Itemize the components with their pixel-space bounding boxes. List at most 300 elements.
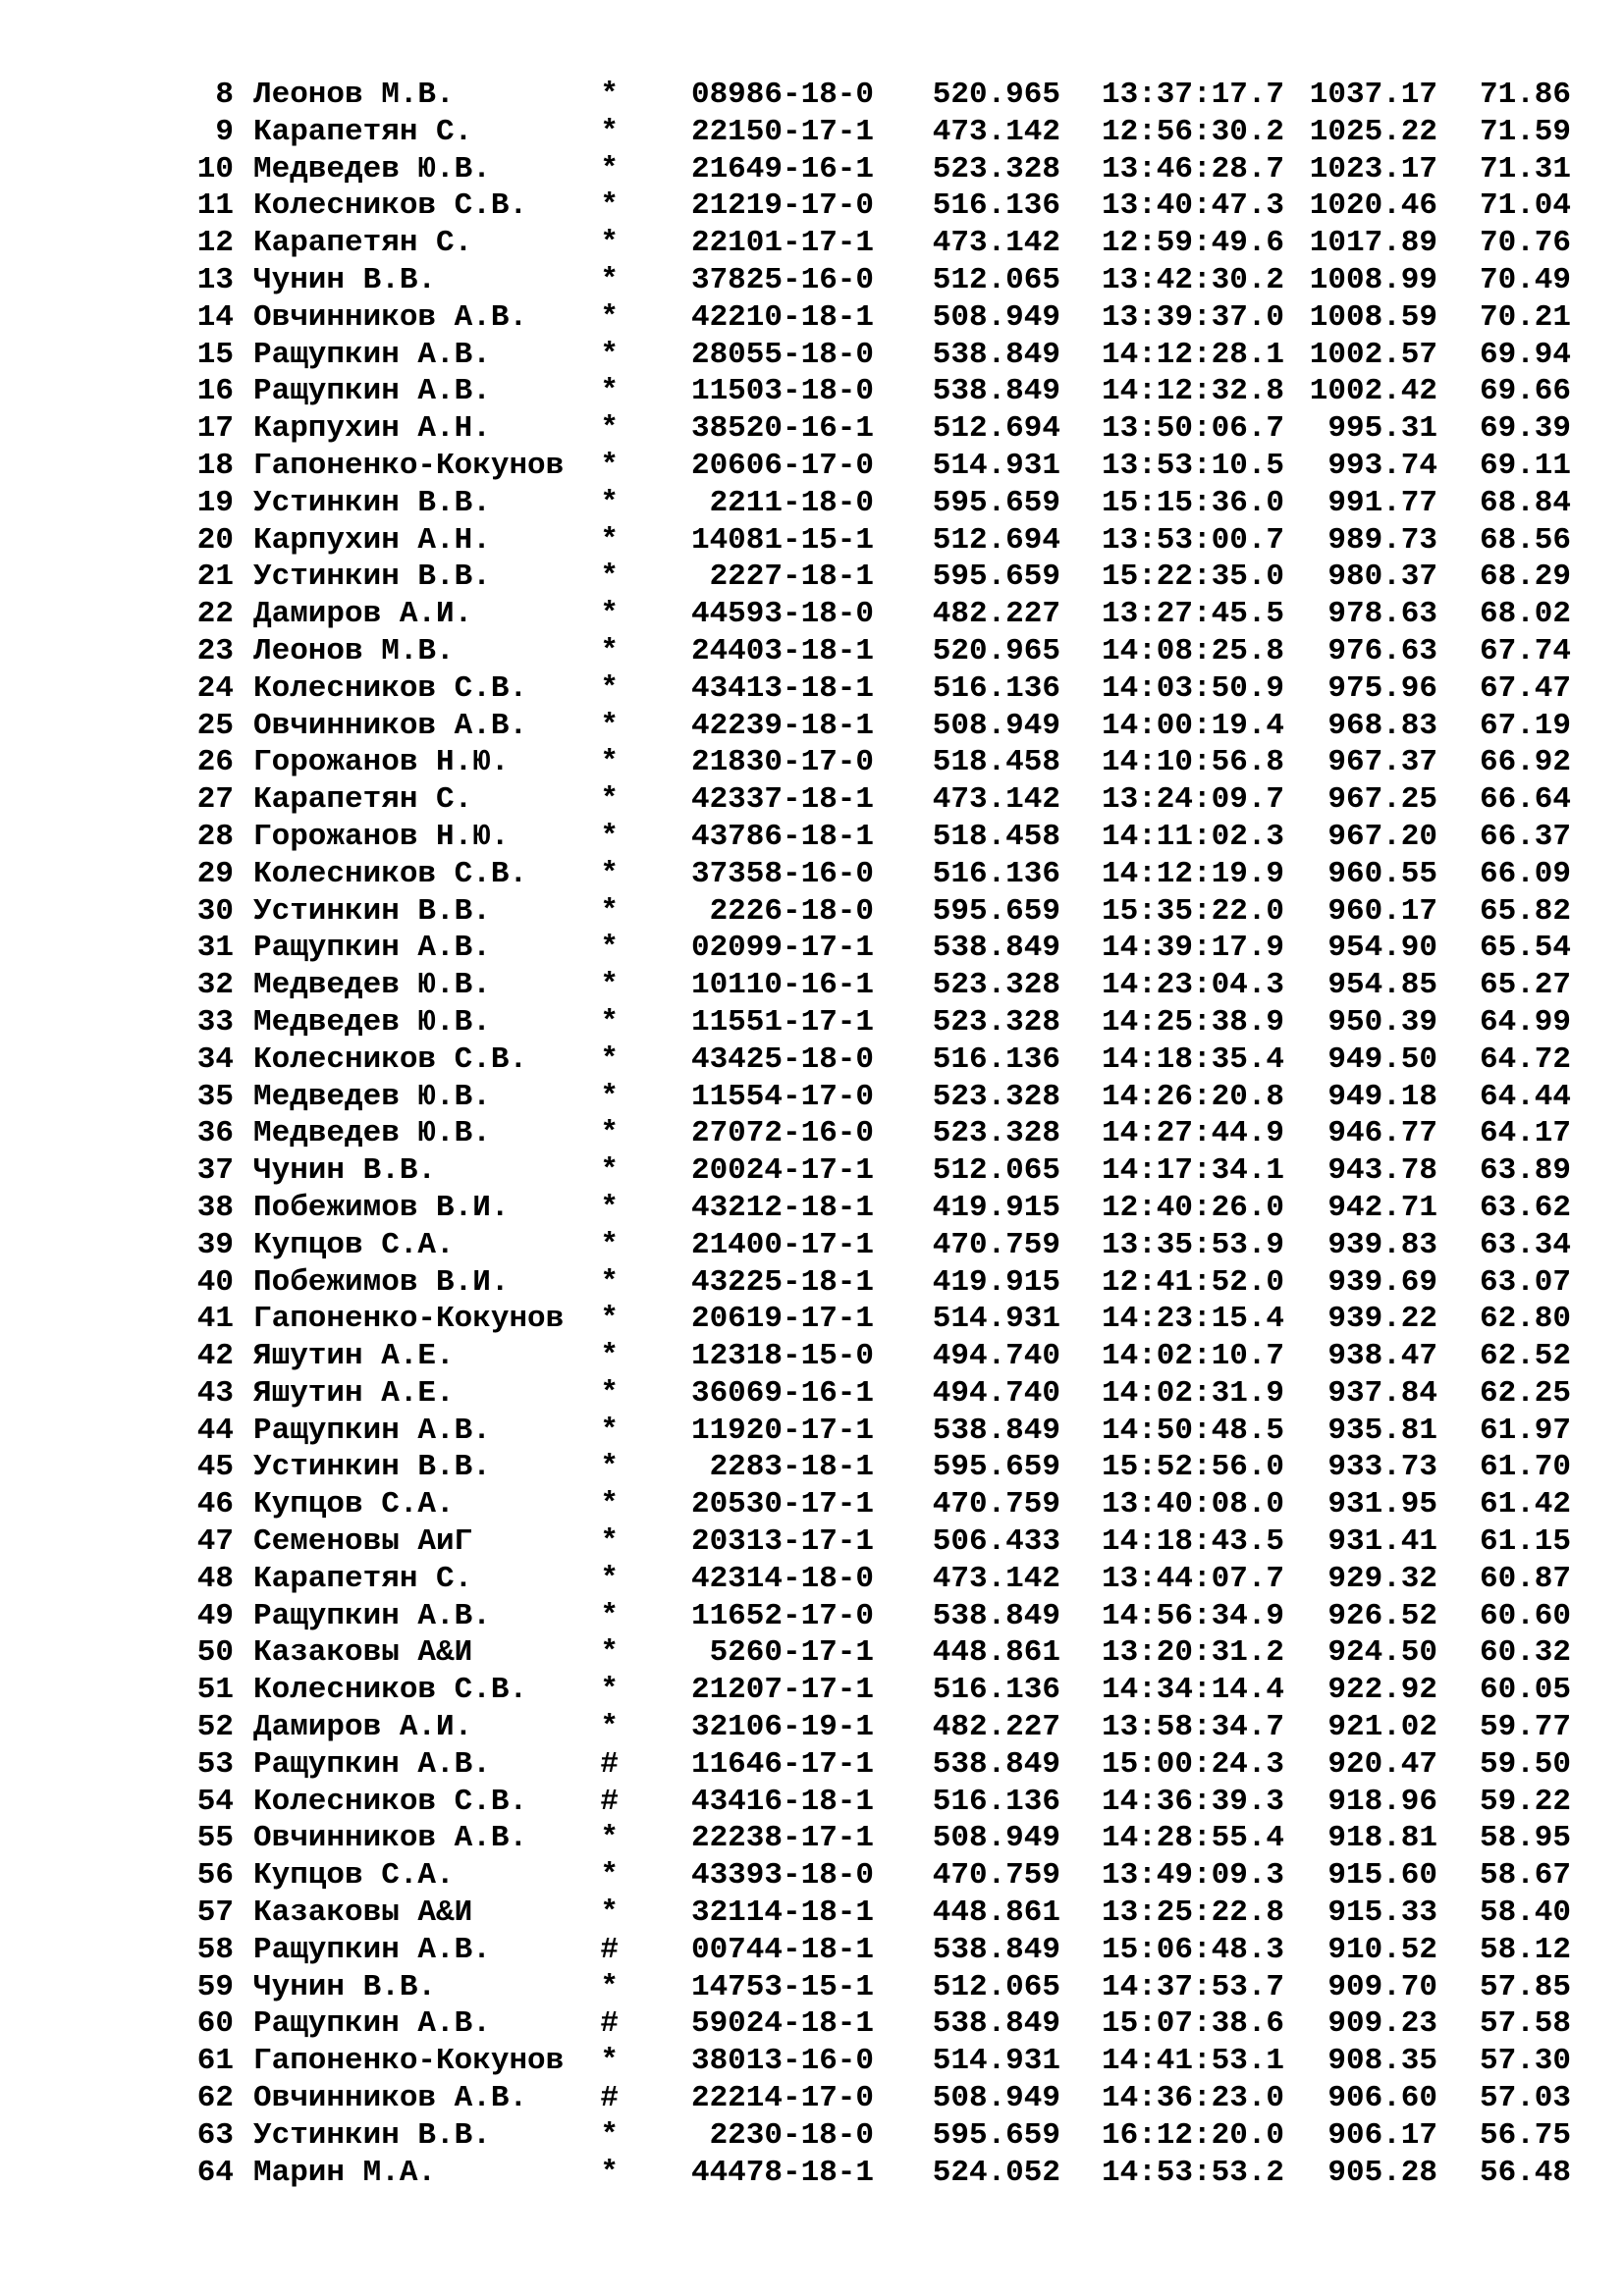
points-value: 59.22 bbox=[1479, 1784, 1571, 1819]
fancier-name: Карапетян С. bbox=[253, 1561, 473, 1596]
fancier-name: Гапоненко-Кокунов bbox=[253, 448, 565, 483]
distance-value: 538.849 bbox=[932, 1932, 1060, 1967]
distance-value: 494.740 bbox=[932, 1375, 1060, 1411]
speed-value: 918.81 bbox=[1327, 1821, 1437, 1856]
table-row bbox=[0, 410, 1624, 448]
points-value: 63.89 bbox=[1479, 1153, 1571, 1189]
fancier-name: Марин М.А. bbox=[253, 2155, 437, 2190]
speed-value: 1023.17 bbox=[1309, 151, 1437, 187]
points-value: 71.31 bbox=[1479, 151, 1571, 187]
table-row bbox=[0, 1561, 1624, 1598]
arrival-time: 14:02:31.9 bbox=[1101, 1375, 1284, 1411]
ring-number: 22150-17-1 bbox=[690, 114, 874, 149]
mark-symbol: * bbox=[600, 1339, 619, 1374]
mark-symbol: * bbox=[600, 1598, 619, 1633]
arrival-time: 14:50:48.5 bbox=[1101, 1413, 1284, 1448]
mark-symbol: * bbox=[600, 1487, 619, 1522]
rank-cell: 46 bbox=[196, 1487, 234, 1522]
points-value: 66.09 bbox=[1479, 856, 1571, 891]
speed-value: 960.17 bbox=[1327, 893, 1437, 929]
points-value: 61.15 bbox=[1479, 1524, 1571, 1560]
fancier-name: Устинкин В.В. bbox=[253, 485, 491, 520]
points-value: 57.85 bbox=[1479, 1969, 1571, 2004]
mark-symbol: * bbox=[600, 2155, 619, 2190]
points-value: 65.82 bbox=[1479, 893, 1571, 929]
distance-value: 470.759 bbox=[932, 1487, 1060, 1522]
distance-value: 538.849 bbox=[932, 1413, 1060, 1448]
table-row bbox=[0, 819, 1624, 856]
table-row bbox=[0, 77, 1624, 114]
distance-value: 595.659 bbox=[932, 560, 1060, 595]
table-row bbox=[0, 1895, 1624, 1932]
arrival-time: 14:03:50.9 bbox=[1101, 670, 1284, 706]
arrival-time: 13:50:06.7 bbox=[1101, 411, 1284, 447]
mark-symbol: * bbox=[600, 1190, 619, 1225]
rank-cell: 19 bbox=[196, 485, 234, 520]
ring-number: 59024-18-1 bbox=[690, 2006, 874, 2042]
table-row bbox=[0, 781, 1624, 819]
rank-cell: 60 bbox=[196, 2006, 234, 2042]
table-row bbox=[0, 1598, 1624, 1635]
fancier-name: Чунин В.В. bbox=[253, 1969, 437, 2004]
rank-cell: 48 bbox=[196, 1561, 234, 1596]
points-value: 68.02 bbox=[1479, 597, 1571, 632]
ring-number: 37825-16-0 bbox=[690, 262, 874, 297]
table-row bbox=[0, 2155, 1624, 2192]
ring-number: 42314-18-0 bbox=[690, 1561, 874, 1596]
fancier-name: Ращупкин А.В. bbox=[253, 337, 491, 372]
mark-symbol: # bbox=[600, 1784, 619, 1819]
rank-cell: 40 bbox=[196, 1264, 234, 1300]
fancier-name: Побежимов В.И. bbox=[253, 1264, 510, 1300]
speed-value: 924.50 bbox=[1327, 1635, 1437, 1671]
table-row bbox=[0, 1746, 1624, 1784]
mark-symbol: * bbox=[600, 708, 619, 743]
arrival-time: 14:12:19.9 bbox=[1101, 856, 1284, 891]
speed-value: 954.85 bbox=[1327, 968, 1437, 1003]
arrival-time: 13:42:30.2 bbox=[1101, 262, 1284, 297]
speed-value: 993.74 bbox=[1327, 448, 1437, 483]
mark-symbol: * bbox=[600, 1896, 619, 1931]
distance-value: 514.931 bbox=[932, 2044, 1060, 2079]
distance-value: 473.142 bbox=[932, 1561, 1060, 1596]
ring-number: 38013-16-0 bbox=[690, 2044, 874, 2079]
points-value: 63.62 bbox=[1479, 1190, 1571, 1225]
arrival-time: 13:20:31.2 bbox=[1101, 1635, 1284, 1671]
ring-number: 14081-15-1 bbox=[690, 522, 874, 558]
rank-cell: 59 bbox=[196, 1969, 234, 2004]
speed-value: 967.37 bbox=[1327, 745, 1437, 780]
rank-cell: 13 bbox=[196, 262, 234, 297]
mark-symbol: * bbox=[600, 1524, 619, 1560]
ring-number: 2226-18-0 bbox=[709, 893, 874, 929]
table-row bbox=[0, 633, 1624, 670]
points-value: 71.04 bbox=[1479, 188, 1571, 224]
speed-value: 921.02 bbox=[1327, 1710, 1437, 1745]
arrival-time: 14:26:20.8 bbox=[1101, 1079, 1284, 1114]
points-value: 57.58 bbox=[1479, 2006, 1571, 2042]
ring-number: 38520-16-1 bbox=[690, 411, 874, 447]
points-value: 61.42 bbox=[1479, 1487, 1571, 1522]
distance-value: 482.227 bbox=[932, 597, 1060, 632]
arrival-time: 13:24:09.7 bbox=[1101, 782, 1284, 818]
speed-value: 926.52 bbox=[1327, 1598, 1437, 1633]
speed-value: 908.35 bbox=[1327, 2044, 1437, 2079]
arrival-time: 14:34:14.4 bbox=[1101, 1673, 1284, 1708]
rank-cell: 29 bbox=[196, 856, 234, 891]
points-value: 62.52 bbox=[1479, 1339, 1571, 1374]
table-row bbox=[0, 485, 1624, 522]
table-row bbox=[0, 1634, 1624, 1672]
points-value: 58.12 bbox=[1479, 1932, 1571, 1967]
table-row bbox=[0, 1820, 1624, 1857]
fancier-name: Колесников С.В. bbox=[253, 670, 528, 706]
distance-value: 512.694 bbox=[932, 522, 1060, 558]
mark-symbol: * bbox=[600, 188, 619, 224]
rank-cell: 26 bbox=[196, 745, 234, 780]
mark-symbol: * bbox=[600, 1673, 619, 1708]
ring-number: 43416-18-1 bbox=[690, 1784, 874, 1819]
distance-value: 516.136 bbox=[932, 856, 1060, 891]
ring-number: 42239-18-1 bbox=[690, 708, 874, 743]
speed-value: 1008.99 bbox=[1309, 262, 1437, 297]
points-value: 64.99 bbox=[1479, 1004, 1571, 1040]
ring-number: 36069-16-1 bbox=[690, 1375, 874, 1411]
fancier-name: Казаковы А&И bbox=[253, 1896, 473, 1931]
distance-value: 448.861 bbox=[932, 1896, 1060, 1931]
distance-value: 512.694 bbox=[932, 411, 1060, 447]
distance-value: 516.136 bbox=[932, 1784, 1060, 1819]
rank-cell: 64 bbox=[196, 2155, 234, 2190]
points-value: 61.70 bbox=[1479, 1450, 1571, 1485]
fancier-name: Яшутин А.Е. bbox=[253, 1375, 455, 1411]
points-value: 69.66 bbox=[1479, 374, 1571, 409]
fancier-name: Чунин В.В. bbox=[253, 1153, 437, 1189]
fancier-name: Купцов С.А. bbox=[253, 1227, 455, 1262]
mark-symbol: * bbox=[600, 931, 619, 966]
mark-symbol: * bbox=[600, 1041, 619, 1077]
speed-value: 938.47 bbox=[1327, 1339, 1437, 1374]
arrival-time: 16:12:20.0 bbox=[1101, 2117, 1284, 2153]
mark-symbol: * bbox=[600, 1635, 619, 1671]
speed-value: 931.41 bbox=[1327, 1524, 1437, 1560]
distance-value: 538.849 bbox=[932, 931, 1060, 966]
ring-number: 2227-18-1 bbox=[709, 560, 874, 595]
ring-number: 44593-18-0 bbox=[690, 597, 874, 632]
mark-symbol: * bbox=[600, 819, 619, 854]
rank-cell: 49 bbox=[196, 1598, 234, 1633]
arrival-time: 14:27:44.9 bbox=[1101, 1116, 1284, 1151]
points-value: 56.48 bbox=[1479, 2155, 1571, 2190]
fancier-name: Карапетян С. bbox=[253, 226, 473, 261]
rank-cell: 31 bbox=[196, 931, 234, 966]
speed-value: 918.96 bbox=[1327, 1784, 1437, 1819]
ring-number: 21830-17-0 bbox=[690, 745, 874, 780]
arrival-time: 13:37:17.7 bbox=[1101, 78, 1284, 112]
ring-number: 44478-18-1 bbox=[690, 2155, 874, 2190]
arrival-time: 14:10:56.8 bbox=[1101, 745, 1284, 780]
table-row bbox=[0, 1041, 1624, 1079]
mark-symbol: * bbox=[600, 597, 619, 632]
distance-value: 508.949 bbox=[932, 708, 1060, 743]
distance-value: 470.759 bbox=[932, 1858, 1060, 1894]
fancier-name: Овчинников А.В. bbox=[253, 1821, 528, 1856]
table-row bbox=[0, 1523, 1624, 1561]
fancier-name: Горожанов Н.Ю. bbox=[253, 745, 510, 780]
table-row bbox=[0, 708, 1624, 745]
table-row bbox=[0, 1227, 1624, 1264]
rank-cell: 14 bbox=[196, 299, 234, 335]
mark-symbol: * bbox=[600, 1969, 619, 2004]
speed-value: 1017.89 bbox=[1309, 226, 1437, 261]
rank-cell: 16 bbox=[196, 374, 234, 409]
arrival-time: 12:40:26.0 bbox=[1101, 1190, 1284, 1225]
mark-symbol: * bbox=[600, 448, 619, 483]
fancier-name: Медведев Ю.В. bbox=[253, 1004, 491, 1040]
rank-cell: 54 bbox=[196, 1784, 234, 1819]
mark-symbol: * bbox=[600, 1710, 619, 1745]
points-value: 66.92 bbox=[1479, 745, 1571, 780]
table-row bbox=[0, 522, 1624, 560]
arrival-time: 13:35:53.9 bbox=[1101, 1227, 1284, 1262]
speed-value: 905.28 bbox=[1327, 2155, 1437, 2190]
mark-symbol: * bbox=[600, 1821, 619, 1856]
mark-symbol: * bbox=[600, 226, 619, 261]
fancier-name: Гапоненко-Кокунов bbox=[253, 1302, 565, 1337]
mark-symbol: # bbox=[600, 1932, 619, 1967]
ring-number: 43413-18-1 bbox=[690, 670, 874, 706]
table-row bbox=[0, 151, 1624, 188]
table-row bbox=[0, 1672, 1624, 1709]
points-value: 61.97 bbox=[1479, 1413, 1571, 1448]
fancier-name: Гапоненко-Кокунов bbox=[253, 2044, 565, 2079]
distance-value: 473.142 bbox=[932, 114, 1060, 149]
points-value: 71.86 bbox=[1479, 78, 1571, 112]
arrival-time: 15:52:56.0 bbox=[1101, 1450, 1284, 1485]
speed-value: 933.73 bbox=[1327, 1450, 1437, 1485]
fancier-name: Купцов С.А. bbox=[253, 1858, 455, 1894]
table-row bbox=[0, 1004, 1624, 1041]
ring-number: 43212-18-1 bbox=[690, 1190, 874, 1225]
rank-cell: 24 bbox=[196, 670, 234, 706]
mark-symbol: * bbox=[600, 745, 619, 780]
mark-symbol: * bbox=[600, 1375, 619, 1411]
points-value: 64.72 bbox=[1479, 1041, 1571, 1077]
fancier-name: Побежимов В.И. bbox=[253, 1190, 510, 1225]
speed-value: 915.60 bbox=[1327, 1858, 1437, 1894]
arrival-time: 15:00:24.3 bbox=[1101, 1746, 1284, 1782]
points-value: 63.34 bbox=[1479, 1227, 1571, 1262]
rank-cell: 12 bbox=[196, 226, 234, 261]
results-table bbox=[0, 77, 1624, 2191]
points-value: 60.60 bbox=[1479, 1598, 1571, 1633]
fancier-name: Медведев Ю.В. bbox=[253, 151, 491, 187]
fancier-name: Медведев Ю.В. bbox=[253, 968, 491, 1003]
speed-value: 942.71 bbox=[1327, 1190, 1437, 1225]
speed-value: 1025.22 bbox=[1309, 114, 1437, 149]
ring-number: 24403-18-1 bbox=[690, 633, 874, 668]
fancier-name: Ращупкин А.В. bbox=[253, 931, 491, 966]
table-row bbox=[0, 2043, 1624, 2080]
mark-symbol: * bbox=[600, 151, 619, 187]
speed-value: 1002.42 bbox=[1309, 374, 1437, 409]
distance-value: 473.142 bbox=[932, 782, 1060, 818]
arrival-time: 14:11:02.3 bbox=[1101, 819, 1284, 854]
points-value: 56.75 bbox=[1479, 2117, 1571, 2153]
points-value: 65.27 bbox=[1479, 968, 1571, 1003]
rank-cell: 15 bbox=[196, 337, 234, 372]
fancier-name: Дамиров А.И. bbox=[253, 1710, 473, 1745]
table-row bbox=[0, 1449, 1624, 1486]
speed-value: 1037.17 bbox=[1309, 78, 1437, 112]
distance-value: 419.915 bbox=[932, 1264, 1060, 1300]
fancier-name: Колесников С.В. bbox=[253, 188, 528, 224]
ring-number: 22101-17-1 bbox=[690, 226, 874, 261]
points-value: 58.95 bbox=[1479, 1821, 1571, 1856]
points-value: 62.80 bbox=[1479, 1302, 1571, 1337]
distance-value: 470.759 bbox=[932, 1227, 1060, 1262]
mark-symbol: * bbox=[600, 893, 619, 929]
ring-number: 21400-17-1 bbox=[690, 1227, 874, 1262]
table-row bbox=[0, 1375, 1624, 1413]
mark-symbol: * bbox=[600, 1413, 619, 1448]
table-row bbox=[0, 299, 1624, 337]
speed-value: 954.90 bbox=[1327, 931, 1437, 966]
fancier-name: Овчинников А.В. bbox=[253, 708, 528, 743]
table-row bbox=[0, 856, 1624, 893]
points-value: 68.29 bbox=[1479, 560, 1571, 595]
mark-symbol: * bbox=[600, 411, 619, 447]
distance-value: 523.328 bbox=[932, 1116, 1060, 1151]
mark-symbol: * bbox=[600, 1227, 619, 1262]
mark-symbol: * bbox=[600, 337, 619, 372]
fancier-name: Устинкин В.В. bbox=[253, 893, 491, 929]
fancier-name: Овчинников А.В. bbox=[253, 299, 528, 335]
arrival-time: 13:40:47.3 bbox=[1101, 188, 1284, 224]
distance-value: 516.136 bbox=[932, 1673, 1060, 1708]
speed-value: 991.77 bbox=[1327, 485, 1437, 520]
ring-number: 00744-18-1 bbox=[690, 1932, 874, 1967]
speed-value: 910.52 bbox=[1327, 1932, 1437, 1967]
ring-number: 22238-17-1 bbox=[690, 1821, 874, 1856]
ring-number: 10110-16-1 bbox=[690, 968, 874, 1003]
fancier-name: Дамиров А.И. bbox=[253, 597, 473, 632]
mark-symbol: * bbox=[600, 1450, 619, 1485]
points-value: 60.32 bbox=[1479, 1635, 1571, 1671]
mark-symbol: * bbox=[600, 78, 619, 112]
fancier-name: Колесников С.В. bbox=[253, 856, 528, 891]
rank-cell: 41 bbox=[196, 1302, 234, 1337]
table-row bbox=[0, 1301, 1624, 1338]
fancier-name: Устинкин В.В. bbox=[253, 2117, 491, 2153]
arrival-time: 12:59:49.6 bbox=[1101, 226, 1284, 261]
points-value: 59.50 bbox=[1479, 1746, 1571, 1782]
distance-value: 595.659 bbox=[932, 893, 1060, 929]
fancier-name: Медведев Ю.В. bbox=[253, 1116, 491, 1151]
arrival-time: 14:08:25.8 bbox=[1101, 633, 1284, 668]
rank-cell: 23 bbox=[196, 633, 234, 668]
speed-value: 935.81 bbox=[1327, 1413, 1437, 1448]
points-value: 59.77 bbox=[1479, 1710, 1571, 1745]
rank-cell: 37 bbox=[196, 1153, 234, 1189]
arrival-time: 14:37:53.7 bbox=[1101, 1969, 1284, 2004]
rank-cell: 63 bbox=[196, 2117, 234, 2153]
points-value: 67.47 bbox=[1479, 670, 1571, 706]
points-value: 66.64 bbox=[1479, 782, 1571, 818]
distance-value: 523.328 bbox=[932, 151, 1060, 187]
distance-value: 520.965 bbox=[932, 633, 1060, 668]
speed-value: 960.55 bbox=[1327, 856, 1437, 891]
table-row bbox=[0, 1932, 1624, 1969]
points-value: 70.21 bbox=[1479, 299, 1571, 335]
fancier-name: Ращупкин А.В. bbox=[253, 2006, 491, 2042]
points-value: 69.39 bbox=[1479, 411, 1571, 447]
table-row bbox=[0, 448, 1624, 485]
distance-value: 514.931 bbox=[932, 448, 1060, 483]
points-value: 62.25 bbox=[1479, 1375, 1571, 1411]
distance-value: 516.136 bbox=[932, 188, 1060, 224]
fancier-name: Леонов М.В. bbox=[253, 78, 455, 112]
speed-value: 989.73 bbox=[1327, 522, 1437, 558]
rank-cell: 35 bbox=[196, 1079, 234, 1114]
speed-value: 929.32 bbox=[1327, 1561, 1437, 1596]
mark-symbol: * bbox=[600, 114, 619, 149]
fancier-name: Казаковы А&И bbox=[253, 1635, 473, 1671]
fancier-name: Устинкин В.В. bbox=[253, 1450, 491, 1485]
fancier-name: Колесников С.В. bbox=[253, 1784, 528, 1819]
distance-value: 523.328 bbox=[932, 1079, 1060, 1114]
mark-symbol: * bbox=[600, 2117, 619, 2153]
fancier-name: Колесников С.В. bbox=[253, 1041, 528, 1077]
points-value: 67.19 bbox=[1479, 708, 1571, 743]
table-row bbox=[0, 373, 1624, 410]
table-row bbox=[0, 559, 1624, 596]
speed-value: 967.25 bbox=[1327, 782, 1437, 818]
arrival-time: 15:22:35.0 bbox=[1101, 560, 1284, 595]
fancier-name: Карапетян С. bbox=[253, 114, 473, 149]
fancier-name: Чунин В.В. bbox=[253, 262, 437, 297]
table-row bbox=[0, 114, 1624, 151]
mark-symbol: * bbox=[600, 1116, 619, 1151]
table-row bbox=[0, 1784, 1624, 1821]
arrival-time: 13:25:22.8 bbox=[1101, 1896, 1284, 1931]
speed-value: 937.84 bbox=[1327, 1375, 1437, 1411]
ring-number: 43425-18-0 bbox=[690, 1041, 874, 1077]
mark-symbol: * bbox=[600, 522, 619, 558]
rank-cell: 10 bbox=[196, 151, 234, 187]
mark-symbol: * bbox=[600, 2044, 619, 2079]
table-row bbox=[0, 1413, 1624, 1450]
ring-number: 42210-18-1 bbox=[690, 299, 874, 335]
rank-cell: 53 bbox=[196, 1746, 234, 1782]
distance-value: 523.328 bbox=[932, 968, 1060, 1003]
fancier-name: Ращупкин А.В. bbox=[253, 1598, 491, 1633]
arrival-time: 12:56:30.2 bbox=[1101, 114, 1284, 149]
points-value: 64.44 bbox=[1479, 1079, 1571, 1114]
points-value: 58.40 bbox=[1479, 1896, 1571, 1931]
rank-cell: 47 bbox=[196, 1524, 234, 1560]
points-value: 69.11 bbox=[1479, 448, 1571, 483]
speed-value: 1002.57 bbox=[1309, 337, 1437, 372]
points-value: 57.03 bbox=[1479, 2081, 1571, 2116]
table-row bbox=[0, 893, 1624, 931]
fancier-name: Карпухин А.Н. bbox=[253, 522, 491, 558]
distance-value: 524.052 bbox=[932, 2155, 1060, 2190]
points-value: 57.30 bbox=[1479, 2044, 1571, 2079]
ring-number: 2211-18-0 bbox=[709, 485, 874, 520]
rank-cell: 42 bbox=[196, 1339, 234, 1374]
mark-symbol: * bbox=[600, 262, 619, 297]
